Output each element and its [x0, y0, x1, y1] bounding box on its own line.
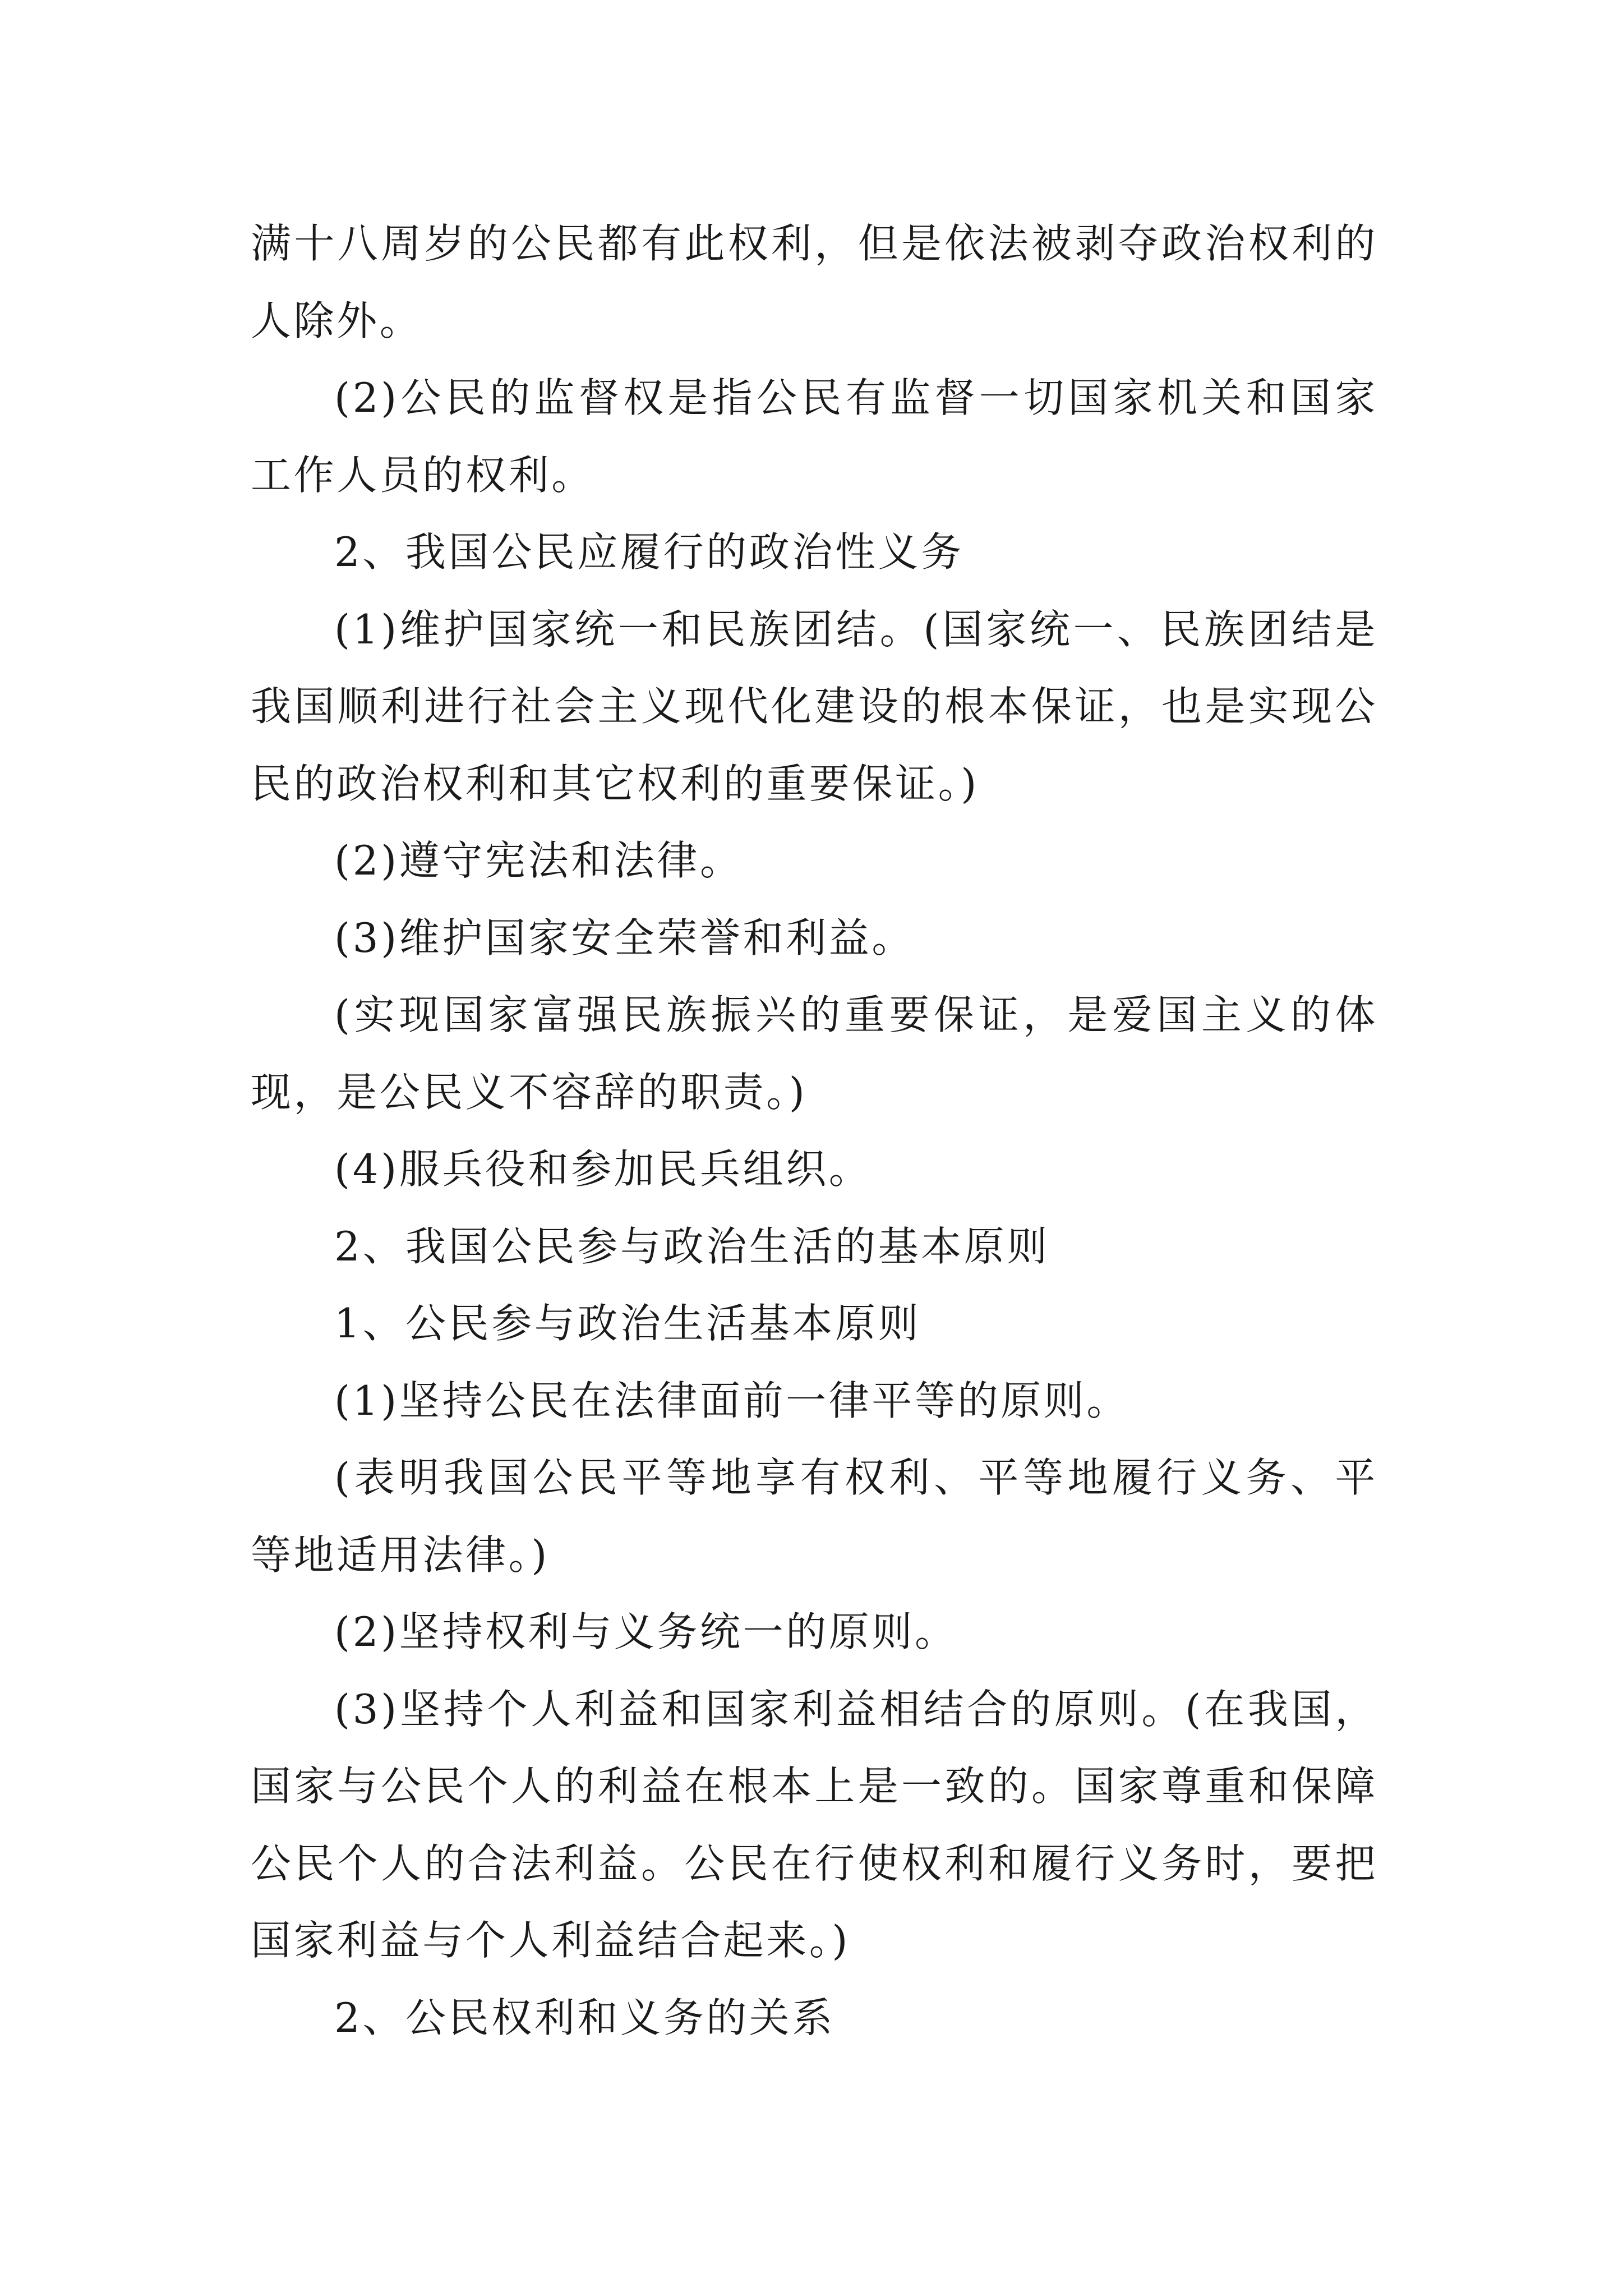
paragraph-4: (1)维护国家统一和民族团结。(国家统一、民族团结是我国顺利进行社会主义现代化建设的根本保证，也是实现公民的政治权利和其它权利的重要保证。): [251, 605, 1378, 807]
paragraph-1: 满十八周岁的公民都有此权利，但是依法被剥夺政治权利的人除外。: [251, 220, 1378, 344]
paragraph-10: 1、公民参与政治生活基本原则: [334, 1300, 921, 1347]
paragraph-11: (1)坚持公民在法律面前一律平等的原则。: [334, 1377, 1129, 1424]
paragraph-6: (3)维护国家安全荣誉和利益。: [334, 914, 915, 961]
paragraph-5: (2)遵守宪法和法律。: [334, 837, 743, 884]
paragraph-14: (3)坚持个人利益和国家利益相结合的原则。(在我国，国家与公民个人的利益在根本上是一致的。国家尊重和保障公民个人的合法利益。公民在行使权利和履行义务时，要把国家利益与个人利益结合起来。): [251, 1685, 1378, 1964]
paragraph-15: 2、公民权利和义务的关系: [334, 1994, 836, 2041]
paragraph-12: (表明我国公民平等地享有权利、平等地履行义务、平等地适用法律。): [251, 1454, 1378, 1579]
document-body: [251, 205, 1378, 2056]
paragraph-13: (2)坚持权利与义务统一的原则。: [334, 1608, 958, 1655]
paragraph-8: (4)服兵役和参加民兵组织。: [334, 1145, 872, 1193]
paragraph-3: 2、我国公民应履行的政治性义务: [334, 528, 964, 576]
paragraph-7: (实现国家富强民族振兴的重要保证，是爱国主义的体现，是公民义不容辞的职责。): [251, 991, 1378, 1116]
paragraph-9: 2、我国公民参与政治生活的基本原则: [334, 1222, 1050, 1270]
paragraph-2: (2)公民的监督权是指公民有监督一切国家机关和国家工作人员的权利。: [251, 374, 1378, 499]
